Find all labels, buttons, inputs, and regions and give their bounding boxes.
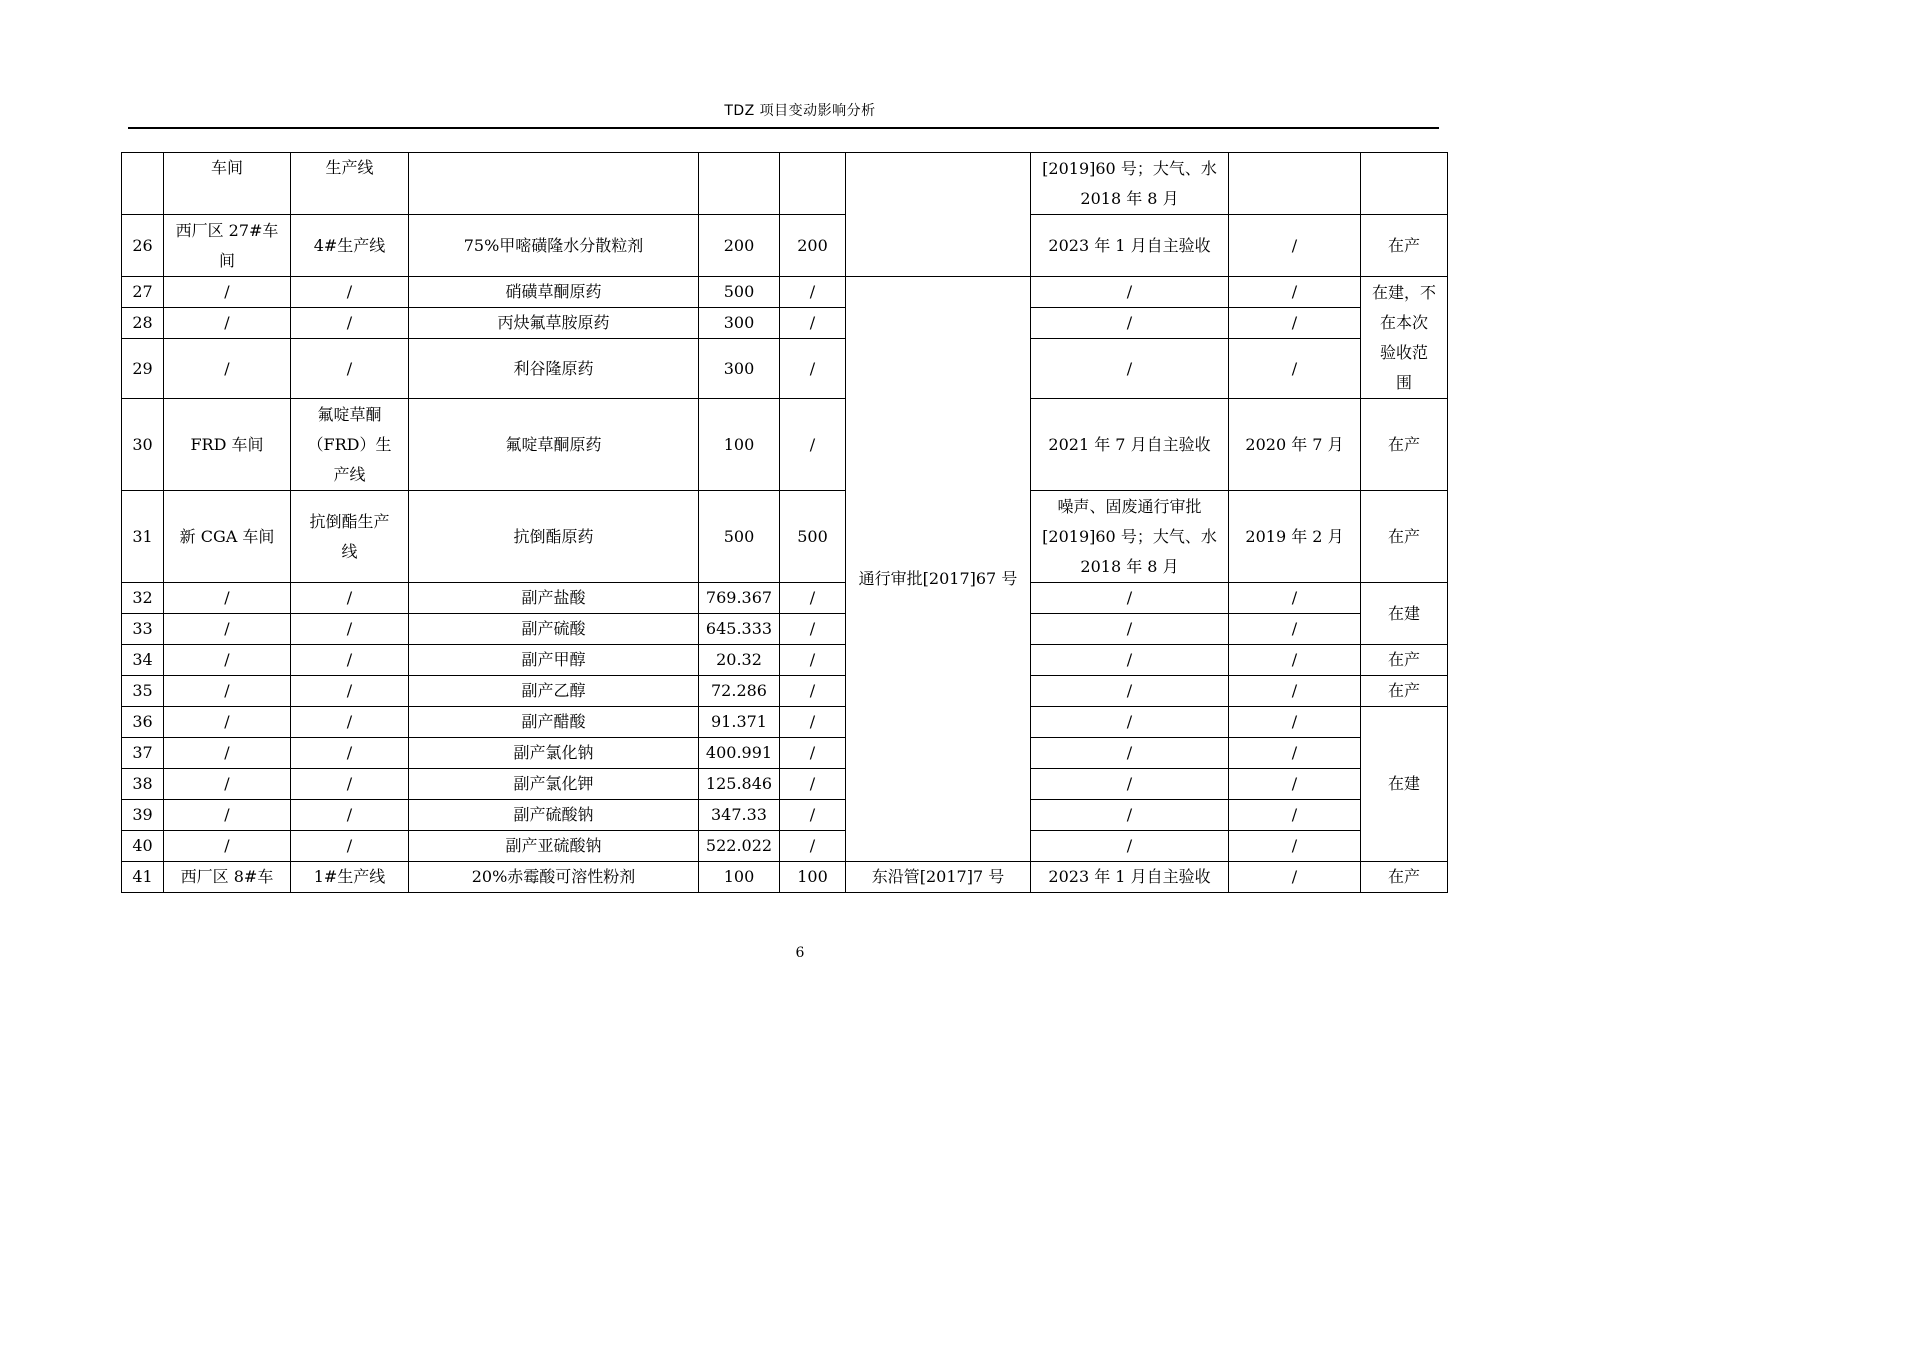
cell-acceptance: / bbox=[1031, 738, 1229, 769]
cell-product: 副产氯化钠 bbox=[409, 738, 699, 769]
cell-acceptance: / bbox=[1031, 277, 1229, 308]
cell-design: 500 bbox=[699, 491, 780, 583]
cell-line: 氟啶草酮 （FRD）生 产线 bbox=[291, 399, 409, 491]
cell-acceptance: 2023 年 1 月自主验收 bbox=[1031, 215, 1229, 277]
cell-no: 38 bbox=[122, 769, 164, 800]
cell-actual: 500 bbox=[780, 491, 846, 583]
cell-status: 在建 bbox=[1361, 707, 1448, 862]
table-row bbox=[122, 769, 1448, 800]
cell-acceptance: / bbox=[1031, 769, 1229, 800]
cell-product: 20%赤霉酸可溶性粉剂 bbox=[409, 862, 699, 893]
cell-workshop: FRD 车间 bbox=[164, 399, 291, 491]
cell-design bbox=[699, 153, 780, 215]
cell-date: / bbox=[1229, 707, 1361, 738]
cell-line: 抗倒酯生产 线 bbox=[291, 491, 409, 583]
cell-date: 2019 年 2 月 bbox=[1229, 491, 1361, 583]
cell-workshop: / bbox=[164, 676, 291, 707]
cell-product: 氟啶草酮原药 bbox=[409, 399, 699, 491]
cell-line: / bbox=[291, 769, 409, 800]
cell-line: / bbox=[291, 614, 409, 645]
cell-workshop: / bbox=[164, 707, 291, 738]
cell-workshop: / bbox=[164, 769, 291, 800]
cell-status: 在建，不 在本次 验收范 围 bbox=[1361, 277, 1448, 399]
cell-workshop: / bbox=[164, 831, 291, 862]
cell-design: 91.371 bbox=[699, 707, 780, 738]
cell-design: 300 bbox=[699, 308, 780, 339]
table-row bbox=[122, 862, 1448, 893]
cell-no: 29 bbox=[122, 339, 164, 399]
cell-line: / bbox=[291, 645, 409, 676]
cell-no: 30 bbox=[122, 399, 164, 491]
cell-no: 32 bbox=[122, 583, 164, 614]
cell-workshop: / bbox=[164, 614, 291, 645]
cell-design: 200 bbox=[699, 215, 780, 277]
cell-acceptance: / bbox=[1031, 583, 1229, 614]
cell-acceptance: 2023 年 1 月自主验收 bbox=[1031, 862, 1229, 893]
cell-workshop: 新 CGA 车间 bbox=[164, 491, 291, 583]
cell-no: 36 bbox=[122, 707, 164, 738]
cell-date: / bbox=[1229, 769, 1361, 800]
cell-line: / bbox=[291, 583, 409, 614]
cell-design: 100 bbox=[699, 399, 780, 491]
cell-no: 39 bbox=[122, 800, 164, 831]
cell-product: 副产硫酸钠 bbox=[409, 800, 699, 831]
header-rule bbox=[128, 127, 1439, 129]
cell-date: / bbox=[1229, 614, 1361, 645]
cell-design: 769.367 bbox=[699, 583, 780, 614]
cell-no: 34 bbox=[122, 645, 164, 676]
cell-no: 27 bbox=[122, 277, 164, 308]
cell-date: / bbox=[1229, 676, 1361, 707]
cell-approval bbox=[846, 153, 1031, 277]
cell-design: 125.846 bbox=[699, 769, 780, 800]
cell-status: 在产 bbox=[1361, 399, 1448, 491]
cell-status: 在产 bbox=[1361, 215, 1448, 277]
table-row bbox=[122, 738, 1448, 769]
cell-date: / bbox=[1229, 645, 1361, 676]
cell-no: 28 bbox=[122, 308, 164, 339]
table-row bbox=[122, 339, 1448, 399]
cell-workshop: / bbox=[164, 645, 291, 676]
table-row bbox=[122, 399, 1448, 491]
cell-product: 利谷隆原药 bbox=[409, 339, 699, 399]
cell-actual: / bbox=[780, 399, 846, 491]
cell-actual: / bbox=[780, 583, 846, 614]
table-row bbox=[122, 491, 1448, 583]
cell-design: 400.991 bbox=[699, 738, 780, 769]
cell-acceptance: / bbox=[1031, 676, 1229, 707]
project-change-table bbox=[121, 152, 1448, 893]
cell-date: / bbox=[1229, 339, 1361, 399]
cell-product: 副产甲醇 bbox=[409, 645, 699, 676]
table-row bbox=[122, 645, 1448, 676]
cell-line: / bbox=[291, 707, 409, 738]
cell-product: 副产盐酸 bbox=[409, 583, 699, 614]
cell-line: / bbox=[291, 676, 409, 707]
cell-actual: 200 bbox=[780, 215, 846, 277]
cell-no: 40 bbox=[122, 831, 164, 862]
cell-workshop: 车间 bbox=[164, 153, 291, 215]
cell-workshop: / bbox=[164, 277, 291, 308]
cell-approval: 东沿管[2017]7 号 bbox=[846, 862, 1031, 893]
cell-acceptance: [2019]60 号；大气、水 2018 年 8 月 bbox=[1031, 153, 1229, 215]
cell-status: 在产 bbox=[1361, 862, 1448, 893]
cell-workshop: / bbox=[164, 583, 291, 614]
cell-line: / bbox=[291, 800, 409, 831]
cell-workshop: 西厂区 27#车 间 bbox=[164, 215, 291, 277]
table-row-continued bbox=[122, 153, 1448, 215]
cell-design: 500 bbox=[699, 277, 780, 308]
cell-date: / bbox=[1229, 831, 1361, 862]
table-row bbox=[122, 800, 1448, 831]
cell-date: / bbox=[1229, 738, 1361, 769]
cell-actual: / bbox=[780, 614, 846, 645]
table-row bbox=[122, 583, 1448, 614]
cell-no: 35 bbox=[122, 676, 164, 707]
cell-no bbox=[122, 153, 164, 215]
cell-actual: / bbox=[780, 308, 846, 339]
cell-status: 在建 bbox=[1361, 583, 1448, 645]
cell-workshop: 西厂区 8#车 bbox=[164, 862, 291, 893]
cell-product: 副产醋酸 bbox=[409, 707, 699, 738]
page-header-title: TDZ 项目变动影响分析 bbox=[724, 103, 876, 119]
cell-status: 在产 bbox=[1361, 645, 1448, 676]
cell-date bbox=[1229, 153, 1361, 215]
cell-date: / bbox=[1229, 308, 1361, 339]
cell-line: / bbox=[291, 277, 409, 308]
cell-actual: / bbox=[780, 769, 846, 800]
cell-actual: / bbox=[780, 800, 846, 831]
cell-acceptance: / bbox=[1031, 800, 1229, 831]
cell-acceptance: / bbox=[1031, 614, 1229, 645]
cell-product: 75%甲嘧磺隆水分散粒剂 bbox=[409, 215, 699, 277]
cell-line: / bbox=[291, 831, 409, 862]
cell-actual: 100 bbox=[780, 862, 846, 893]
cell-product: 副产硫酸 bbox=[409, 614, 699, 645]
cell-actual: / bbox=[780, 339, 846, 399]
cell-actual bbox=[780, 153, 846, 215]
cell-acceptance: / bbox=[1031, 308, 1229, 339]
cell-actual: / bbox=[780, 707, 846, 738]
cell-approval: 通行审批[2017]67 号 bbox=[846, 277, 1031, 862]
cell-line: / bbox=[291, 339, 409, 399]
table-row bbox=[122, 215, 1448, 277]
table-row bbox=[122, 614, 1448, 645]
cell-acceptance: / bbox=[1031, 831, 1229, 862]
cell-date: 2020 年 7 月 bbox=[1229, 399, 1361, 491]
cell-actual: / bbox=[780, 645, 846, 676]
cell-product: 副产乙醇 bbox=[409, 676, 699, 707]
cell-design: 100 bbox=[699, 862, 780, 893]
cell-acceptance: / bbox=[1031, 645, 1229, 676]
cell-date: / bbox=[1229, 800, 1361, 831]
cell-actual: / bbox=[780, 277, 846, 308]
cell-acceptance: 2021 年 7 月自主验收 bbox=[1031, 399, 1229, 491]
cell-workshop: / bbox=[164, 738, 291, 769]
cell-design: 645.333 bbox=[699, 614, 780, 645]
cell-date: / bbox=[1229, 583, 1361, 614]
cell-no: 41 bbox=[122, 862, 164, 893]
cell-line: / bbox=[291, 308, 409, 339]
cell-workshop: / bbox=[164, 339, 291, 399]
cell-product bbox=[409, 153, 699, 215]
cell-acceptance: / bbox=[1031, 707, 1229, 738]
cell-workshop: / bbox=[164, 800, 291, 831]
cell-date: / bbox=[1229, 862, 1361, 893]
cell-design: 347.33 bbox=[699, 800, 780, 831]
cell-line: 生产线 bbox=[291, 153, 409, 215]
cell-no: 37 bbox=[122, 738, 164, 769]
cell-workshop: / bbox=[164, 308, 291, 339]
cell-actual: / bbox=[780, 831, 846, 862]
cell-actual: / bbox=[780, 738, 846, 769]
cell-product: 抗倒酯原药 bbox=[409, 491, 699, 583]
cell-acceptance: 噪声、固废通行审批 [2019]60 号；大气、水 2018 年 8 月 bbox=[1031, 491, 1229, 583]
cell-line: 4#生产线 bbox=[291, 215, 409, 277]
cell-no: 31 bbox=[122, 491, 164, 583]
table-row bbox=[122, 831, 1448, 862]
cell-design: 300 bbox=[699, 339, 780, 399]
cell-status bbox=[1361, 153, 1448, 215]
cell-product: 丙炔氟草胺原药 bbox=[409, 308, 699, 339]
table-row bbox=[122, 676, 1448, 707]
cell-line: 1#生产线 bbox=[291, 862, 409, 893]
table-row bbox=[122, 277, 1448, 308]
table-row bbox=[122, 707, 1448, 738]
cell-product: 副产氯化钾 bbox=[409, 769, 699, 800]
cell-acceptance: / bbox=[1031, 339, 1229, 399]
cell-no: 33 bbox=[122, 614, 164, 645]
cell-status: 在产 bbox=[1361, 676, 1448, 707]
cell-product: 副产亚硫酸钠 bbox=[409, 831, 699, 862]
cell-design: 20.32 bbox=[699, 645, 780, 676]
cell-design: 522.022 bbox=[699, 831, 780, 862]
cell-no: 26 bbox=[122, 215, 164, 277]
cell-date: / bbox=[1229, 215, 1361, 277]
cell-design: 72.286 bbox=[699, 676, 780, 707]
cell-status: 在产 bbox=[1361, 491, 1448, 583]
cell-date: / bbox=[1229, 277, 1361, 308]
page-number: 6 bbox=[795, 945, 805, 961]
cell-actual: / bbox=[780, 676, 846, 707]
cell-line: / bbox=[291, 738, 409, 769]
table-row bbox=[122, 308, 1448, 339]
cell-product: 硝磺草酮原药 bbox=[409, 277, 699, 308]
